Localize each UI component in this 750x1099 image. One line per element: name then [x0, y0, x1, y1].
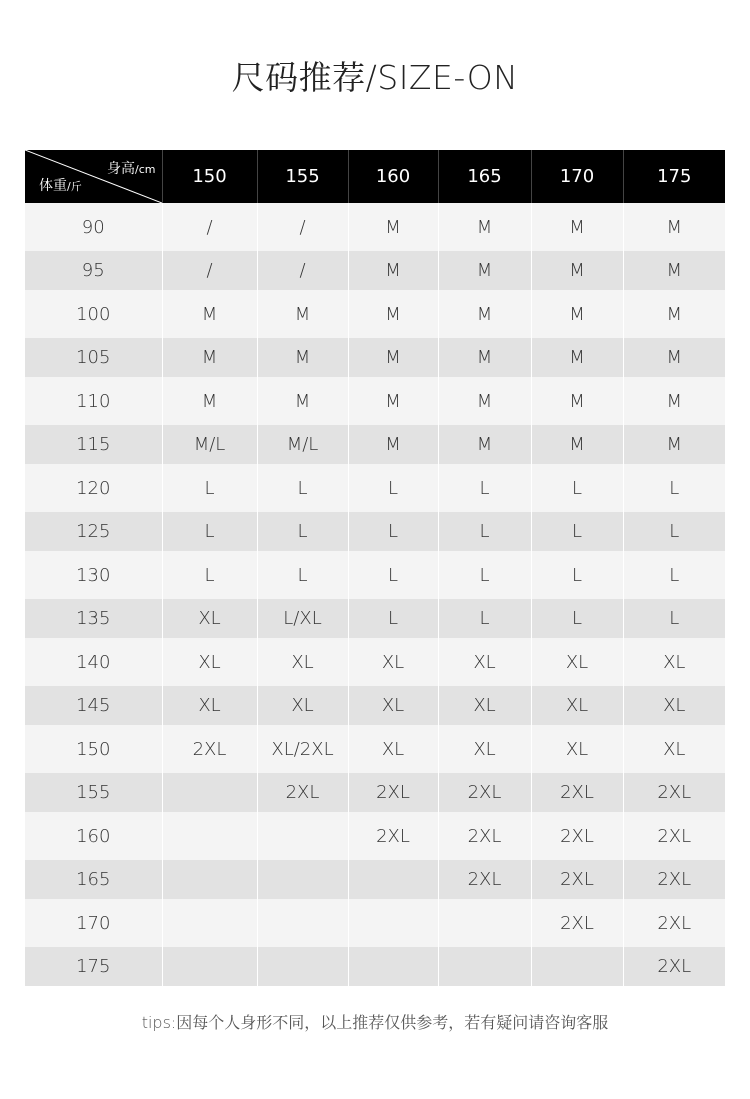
table-row [25, 773, 725, 812]
weight-cell: 115 [25, 425, 162, 464]
size-cell: 2XL [162, 725, 257, 773]
size-cell: 2XL [623, 947, 725, 986]
size-cell: M [348, 203, 438, 251]
size-cell [257, 812, 348, 860]
size-cell [162, 812, 257, 860]
size-cell: M [162, 338, 257, 377]
page-title: 尺码推荐/SIZE-ON [231, 58, 519, 97]
weight-cell: 105 [25, 338, 162, 377]
size-cell: 2XL [531, 860, 623, 899]
size-cell: XL [531, 638, 623, 686]
size-cell [438, 947, 531, 986]
size-cell [162, 947, 257, 986]
size-cell [348, 860, 438, 899]
size-cell: M [257, 377, 348, 425]
size-cell: / [162, 203, 257, 251]
size-cell: 2XL [623, 812, 725, 860]
size-cell: M [531, 251, 623, 290]
size-cell: XL [438, 686, 531, 725]
size-cell: M [531, 203, 623, 251]
size-cell: M [623, 338, 725, 377]
size-cell: M [438, 251, 531, 290]
size-cell: M [348, 338, 438, 377]
size-cell [162, 899, 257, 947]
size-cell: XL [531, 686, 623, 725]
size-cell: / [257, 203, 348, 251]
weight-cell: 135 [25, 599, 162, 638]
weight-cell: 140 [25, 638, 162, 686]
height-axis-label: 身高/cm [107, 161, 156, 177]
table-row [25, 551, 725, 599]
weight-cell: 145 [25, 686, 162, 725]
header-row [25, 150, 725, 203]
table-row [25, 338, 725, 377]
size-cell: M [438, 203, 531, 251]
size-cell: XL [257, 638, 348, 686]
size-cell: / [162, 251, 257, 290]
weight-cell: 110 [25, 377, 162, 425]
weight-cell: 175 [25, 947, 162, 986]
size-cell: M [623, 251, 725, 290]
weight-cell: 130 [25, 551, 162, 599]
size-cell: L [257, 551, 348, 599]
size-cell: XL [623, 686, 725, 725]
size-cell: 2XL [623, 860, 725, 899]
size-cell: M [531, 425, 623, 464]
size-cell: M [162, 290, 257, 338]
size-cell: L [348, 551, 438, 599]
size-cell: M/L [162, 425, 257, 464]
tips-note: tips:因每个人身形不同，以上推荐仅供参考，若有疑问请咨询客服 [141, 1013, 609, 1032]
size-cell: M [257, 290, 348, 338]
size-cell: M [257, 338, 348, 377]
weight-cell: 150 [25, 725, 162, 773]
table-row [25, 860, 725, 899]
size-cell: 2XL [348, 773, 438, 812]
size-cell [348, 899, 438, 947]
size-cell: M [623, 290, 725, 338]
size-cell: M [531, 290, 623, 338]
size-cell: L [162, 512, 257, 551]
size-cell [257, 860, 348, 899]
height-header-cell: 165 [438, 150, 531, 203]
size-cell [348, 947, 438, 986]
size-cell: 2XL [438, 773, 531, 812]
size-cell: 2XL [438, 812, 531, 860]
size-cell: 2XL [257, 773, 348, 812]
weight-cell: 100 [25, 290, 162, 338]
size-cell: M [438, 425, 531, 464]
size-cell: M [623, 377, 725, 425]
size-cell: XL [438, 638, 531, 686]
table-row [25, 899, 725, 947]
table-row [25, 203, 725, 251]
table-row [25, 812, 725, 860]
table-row [25, 512, 725, 551]
table-row [25, 425, 725, 464]
size-cell: M/L [257, 425, 348, 464]
height-header-cell: 175 [623, 150, 725, 203]
size-cell: XL [348, 725, 438, 773]
table-row [25, 464, 725, 512]
size-cell: XL [162, 599, 257, 638]
size-cell: M [348, 251, 438, 290]
size-chart-table [25, 150, 725, 986]
weight-cell: 165 [25, 860, 162, 899]
size-cell: M [348, 425, 438, 464]
size-cell: XL/2XL [257, 725, 348, 773]
size-cell: XL [623, 725, 725, 773]
size-cell: XL [531, 725, 623, 773]
height-header-cell: 160 [348, 150, 438, 203]
size-cell: L [162, 464, 257, 512]
size-cell: 2XL [623, 773, 725, 812]
size-cell: M [162, 377, 257, 425]
weight-cell: 120 [25, 464, 162, 512]
size-cell: L [531, 464, 623, 512]
size-cell: XL [348, 686, 438, 725]
size-cell: / [257, 251, 348, 290]
size-cell: L [162, 551, 257, 599]
weight-cell: 155 [25, 773, 162, 812]
size-cell: L [438, 551, 531, 599]
size-cell: L [531, 551, 623, 599]
size-cell: 2XL [623, 899, 725, 947]
size-cell: XL [438, 725, 531, 773]
table-body [25, 203, 725, 986]
size-cell [162, 773, 257, 812]
size-cell: L [531, 599, 623, 638]
size-cell: XL [162, 686, 257, 725]
table-row [25, 947, 725, 986]
table-row [25, 290, 725, 338]
weight-axis-label: 体重/斤 [39, 178, 82, 194]
table-row [25, 377, 725, 425]
size-cell: L [623, 551, 725, 599]
weight-cell: 90 [25, 203, 162, 251]
size-cell [162, 860, 257, 899]
size-cell: 2XL [531, 812, 623, 860]
weight-cell: 95 [25, 251, 162, 290]
size-cell: L [623, 599, 725, 638]
size-cell: L [623, 464, 725, 512]
weight-cell: 170 [25, 899, 162, 947]
size-cell: XL [257, 686, 348, 725]
table-row [25, 251, 725, 290]
weight-cell: 125 [25, 512, 162, 551]
size-cell: L/XL [257, 599, 348, 638]
size-cell: M [348, 377, 438, 425]
size-cell: M [623, 425, 725, 464]
size-cell: 2XL [531, 899, 623, 947]
size-cell: M [438, 338, 531, 377]
height-header-cell: 155 [257, 150, 348, 203]
size-cell: M [623, 203, 725, 251]
size-cell: L [438, 464, 531, 512]
size-cell: L [531, 512, 623, 551]
size-cell: L [257, 464, 348, 512]
size-cell: XL [623, 638, 725, 686]
size-cell: 2XL [348, 812, 438, 860]
size-cell: L [348, 512, 438, 551]
size-cell: L [438, 599, 531, 638]
size-cell: 2XL [438, 860, 531, 899]
size-cell: M [531, 377, 623, 425]
weight-cell: 160 [25, 812, 162, 860]
size-cell: L [438, 512, 531, 551]
size-cell: L [623, 512, 725, 551]
size-cell: M [531, 338, 623, 377]
size-cell [531, 947, 623, 986]
size-cell [257, 947, 348, 986]
table-row [25, 599, 725, 638]
size-cell: M [348, 290, 438, 338]
size-cell: L [348, 599, 438, 638]
table-row [25, 638, 725, 686]
size-cell: L [348, 464, 438, 512]
table-row [25, 725, 725, 773]
size-cell [438, 899, 531, 947]
size-cell: 2XL [531, 773, 623, 812]
size-cell: XL [162, 638, 257, 686]
size-cell: M [438, 290, 531, 338]
height-header-cell: 170 [531, 150, 623, 203]
table-row [25, 686, 725, 725]
size-cell: M [438, 377, 531, 425]
height-header-cell: 150 [162, 150, 257, 203]
corner-header-cell [25, 150, 162, 203]
size-cell: XL [348, 638, 438, 686]
size-cell [257, 899, 348, 947]
size-cell: L [257, 512, 348, 551]
